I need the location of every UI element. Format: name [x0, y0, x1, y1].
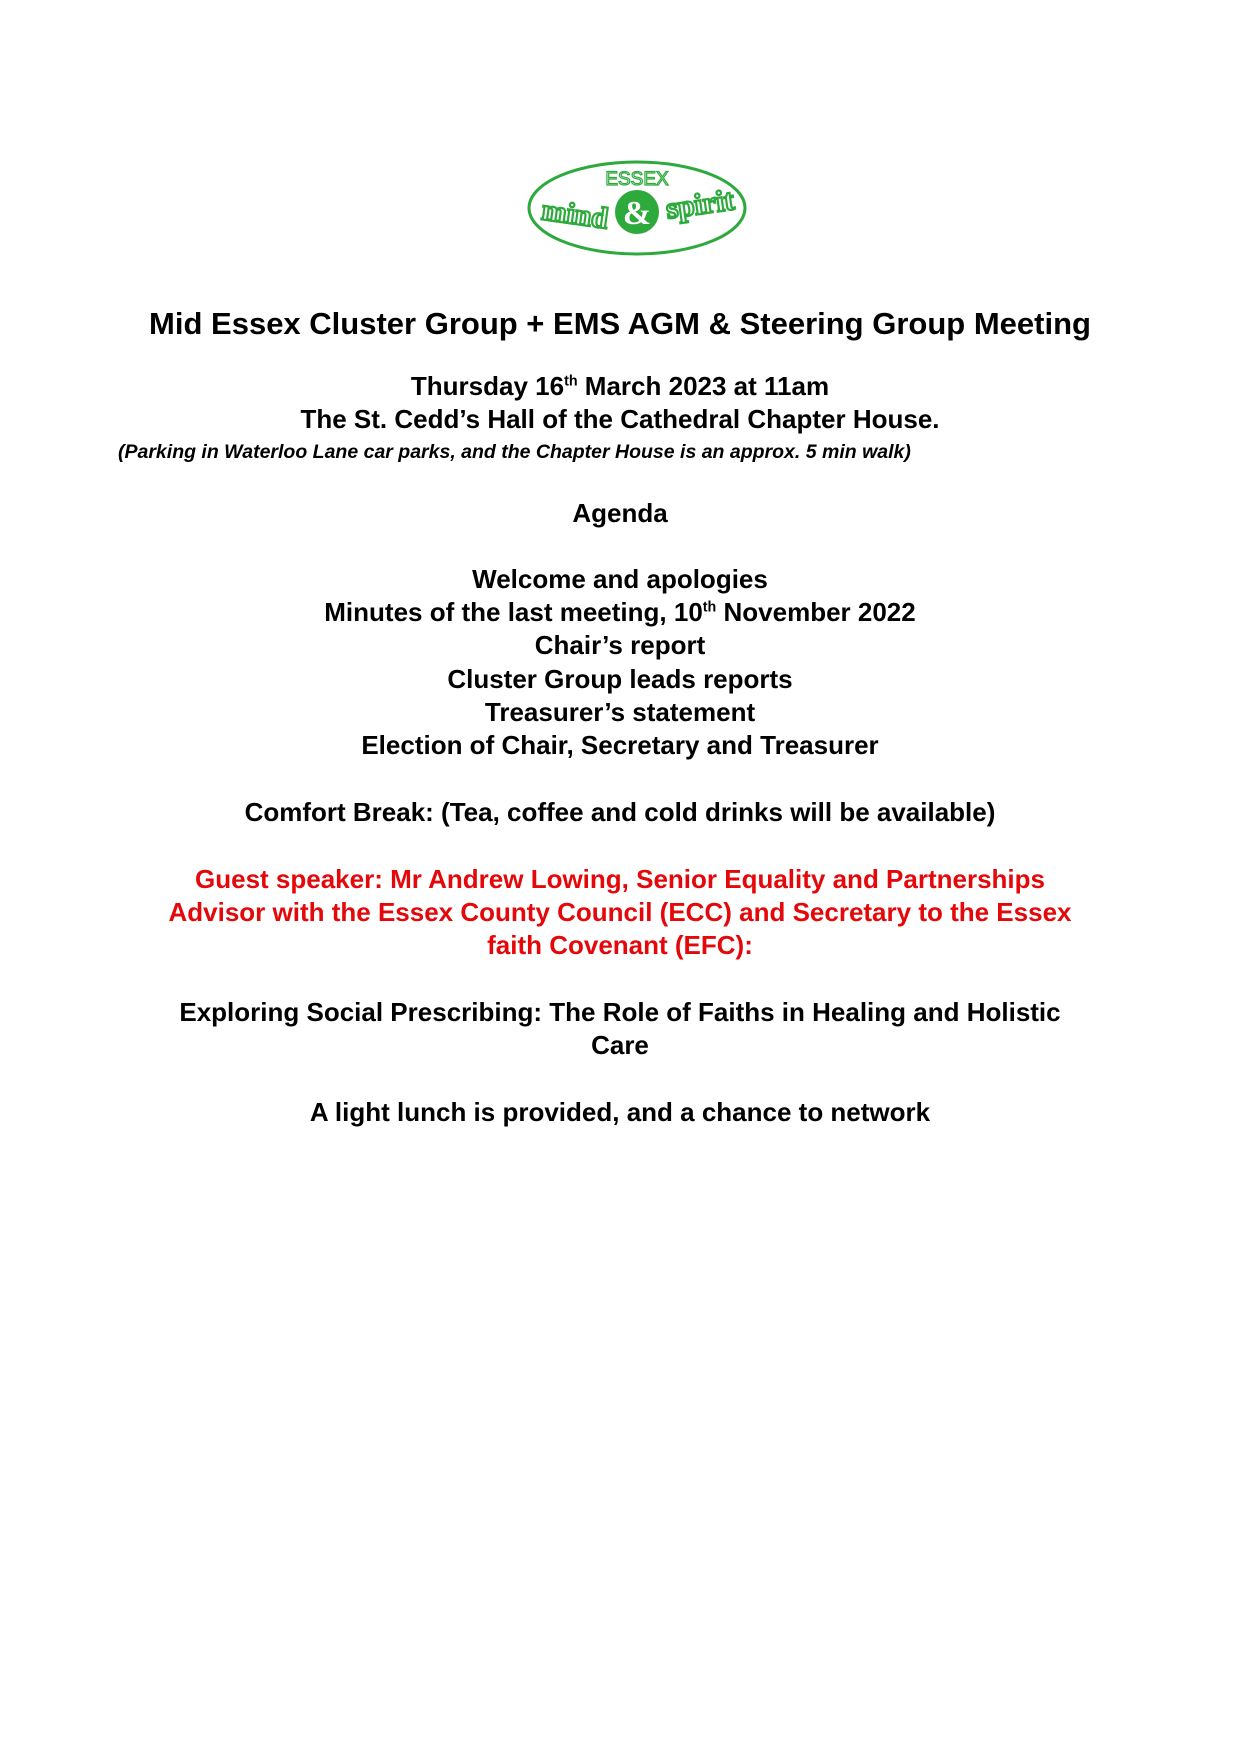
date-ordinal: th — [564, 373, 578, 390]
comfort-break: Comfort Break: (Tea, coffee and cold drinks will be available) — [244, 797, 996, 827]
parking-note: (Parking in Waterloo Lane car parks, and the Chapter House is an approx. 5 min walk) — [118, 441, 911, 463]
logo-essex-text: ESSEX — [605, 169, 669, 190]
logo-graphic — [520, 152, 755, 264]
agenda-item-minutes — [0, 597, 1240, 628]
essex-mind-spirit-logo — [520, 152, 755, 264]
guest-speaker-line-2: Advisor with the Essex County Council (ECC) and Secretary to the Essex — [168, 897, 1072, 927]
logo-mind-text: mind — [539, 193, 611, 236]
guest-speaker-line-3: faith Covenant (EFC): — [487, 930, 753, 960]
date-suffix: March 2023 at 11am — [577, 371, 830, 401]
minutes-prefix: Minutes of the last meeting, 10 — [324, 597, 703, 627]
minutes-ordinal: th — [702, 599, 717, 616]
minutes-suffix: November 2022 — [716, 597, 916, 627]
talk-title-line-1: Exploring Social Prescribing: The Role of Faiths in Healing and Holistic — [179, 997, 1061, 1027]
meeting-date — [0, 371, 1240, 402]
agenda-item-cluster-reports: Cluster Group leads reports — [447, 664, 793, 694]
agenda-item-election: Election of Chair, Secretary and Treasurer — [361, 730, 879, 760]
lunch-note: A light lunch is provided, and a chance to network — [309, 1097, 931, 1127]
agenda-item-treasurer-statement: Treasurer’s statement — [484, 697, 756, 727]
guest-speaker-line-1: Guest speaker: Mr Andrew Lowing, Senior Equality and Partnerships — [195, 864, 1045, 894]
logo-ampersand: & — [622, 195, 652, 232]
date-prefix: Thursday 16 — [410, 371, 565, 401]
talk-title-line-2: Care — [591, 1030, 649, 1060]
agenda-item-welcome: Welcome and apologies — [472, 564, 768, 594]
agenda-item-chair-report: Chair’s report — [534, 630, 706, 660]
meeting-venue: The St. Cedd’s Hall of the Cathedral Chapter House. — [300, 404, 940, 434]
agenda-heading: Agenda — [572, 498, 668, 528]
logo-spirit-text: spirit — [663, 183, 737, 226]
page-title: Mid Essex Cluster Group + EMS AGM & Steering Group Meeting — [149, 306, 1091, 341]
